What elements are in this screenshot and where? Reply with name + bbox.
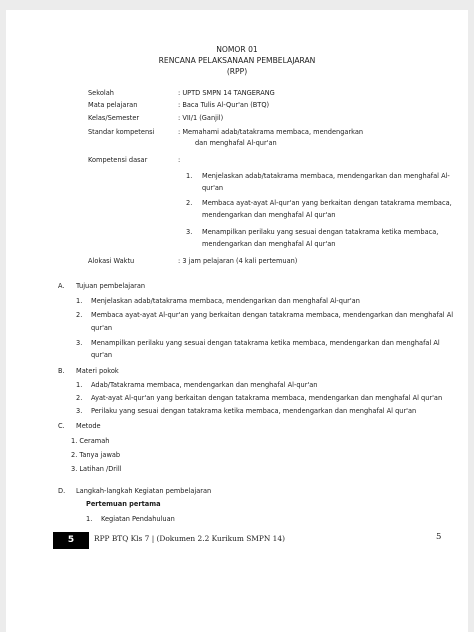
list-item-cont: qur'an bbox=[91, 351, 113, 359]
list-number: 3. bbox=[76, 339, 83, 347]
list-number: 2. bbox=[76, 311, 83, 319]
section-title: Tujuan pembelajaran bbox=[76, 282, 146, 290]
method-item: 1. Ceramah bbox=[71, 437, 110, 445]
value-sekolah: : UPTD SMPN 14 TANGERANG bbox=[178, 89, 275, 97]
kd-number: 2. bbox=[186, 199, 193, 207]
section-letter: D. bbox=[58, 487, 66, 495]
page-number-badge bbox=[53, 532, 89, 549]
document-page bbox=[6, 10, 468, 632]
section-letter: A. bbox=[58, 282, 65, 290]
kd-item-line2: qur'an bbox=[202, 184, 224, 192]
list-item: Adab/Tatakrama membaca, mendengarkan dan menghafal Al-qur'an bbox=[91, 381, 318, 389]
label-alokasi: Alokasi Waktu bbox=[88, 257, 135, 265]
method-item: 3. Latihan /Drill bbox=[71, 465, 122, 473]
list-item: Membaca ayat-ayat Al-qur'an yang berkaitan dengan tatakrama membaca, mendengarkan dan menghafal Al bbox=[91, 311, 454, 319]
doc-number: NOMOR 01 bbox=[216, 45, 258, 54]
footer-text: RPP BTQ Kls 7 | (Dokumen 2.2 Kurikum SMPN 14) bbox=[94, 534, 285, 543]
label-mapel: Mata pelajaran bbox=[88, 101, 138, 109]
section-title: Langkah-langkah Kegiatan pembelajaran bbox=[76, 487, 212, 495]
kd-number: 3. bbox=[186, 228, 193, 236]
label-sekolah: Sekolah bbox=[88, 89, 114, 97]
kd-item-line1: Menjelaskan adab/tatakrama membaca, mendengarkan dan menghafal Al- bbox=[202, 172, 450, 180]
section-title: Metode bbox=[76, 422, 101, 430]
value-standar-line2: dan menghafal Al-qur'an bbox=[195, 139, 277, 147]
value-standar-line1: : Memahami adab/tatakrama membaca, mendengarkan bbox=[178, 128, 364, 136]
section-title: Materi pokok bbox=[76, 367, 119, 375]
list-item: Perilaku yang sesuai dengan tatakrama ketika membaca, mendengarkan dan menghafal Al qur'an bbox=[91, 407, 417, 415]
kd-item-line1: Membaca ayat-ayat Al-qur'an yang berkaitan dengan tatakrama membaca, bbox=[202, 199, 452, 207]
section-letter: B. bbox=[58, 367, 65, 375]
label-standar: Standar kompetensi bbox=[88, 128, 155, 136]
section-letter: C. bbox=[58, 422, 65, 430]
list-item: Kegiatan Pendahuluan bbox=[101, 515, 175, 523]
list-number: 1. bbox=[76, 297, 83, 305]
list-number: 1. bbox=[86, 515, 93, 523]
list-item-cont: qur'an bbox=[91, 324, 113, 332]
list-item: Menjelaskan adab/tatakrama membaca, mendengarkan dan menghafal Al-qur'an bbox=[91, 297, 360, 305]
value-kompetensi: : bbox=[178, 156, 181, 164]
label-kelas: Kelas/Semester bbox=[88, 114, 140, 122]
value-kelas: : VII/1 (Ganjil) bbox=[178, 114, 224, 122]
subsection-title: Pertemuan pertama bbox=[86, 500, 161, 508]
kd-item-line2: mendengarkan dan menghafal Al qur'an bbox=[202, 211, 336, 219]
kd-number: 1. bbox=[186, 172, 193, 180]
method-item: 2. Tanya jawab bbox=[71, 451, 121, 459]
doc-title: RENCANA PELAKSANAAN PEMBELAJARAN bbox=[158, 56, 316, 65]
page-number-badge-text: 5 bbox=[67, 535, 75, 545]
list-item: Ayat-ayat Al-qur'an yang berkaitan dengan tatakrama membaca, mendengarkan dan menghafal Al qur'an bbox=[91, 394, 443, 402]
list-number: 1. bbox=[76, 381, 83, 389]
value-mapel: : Baca Tulis Al-Qur'an (BTQ) bbox=[178, 101, 270, 109]
list-number: 3. bbox=[76, 407, 83, 415]
list-number: 2. bbox=[76, 394, 83, 402]
label-kompetensi: Kompetensi dasar bbox=[88, 156, 148, 164]
kd-item-line1: Menampilkan perilaku yang sesuai dengan tatakrama ketika membaca, bbox=[202, 228, 439, 236]
kd-item-line2: mendengarkan dan menghafal Al qur'an bbox=[202, 240, 336, 248]
page-number: 5 bbox=[436, 532, 442, 542]
doc-subtitle: (RPP) bbox=[226, 67, 248, 76]
value-alokasi: : 3 jam pelajaran (4 kali pertemuan) bbox=[178, 257, 298, 265]
list-item: Menampilkan perilaku yang sesuai dengan tatakrama ketika membaca, mendengarkan dan menghafal Al bbox=[91, 339, 440, 347]
